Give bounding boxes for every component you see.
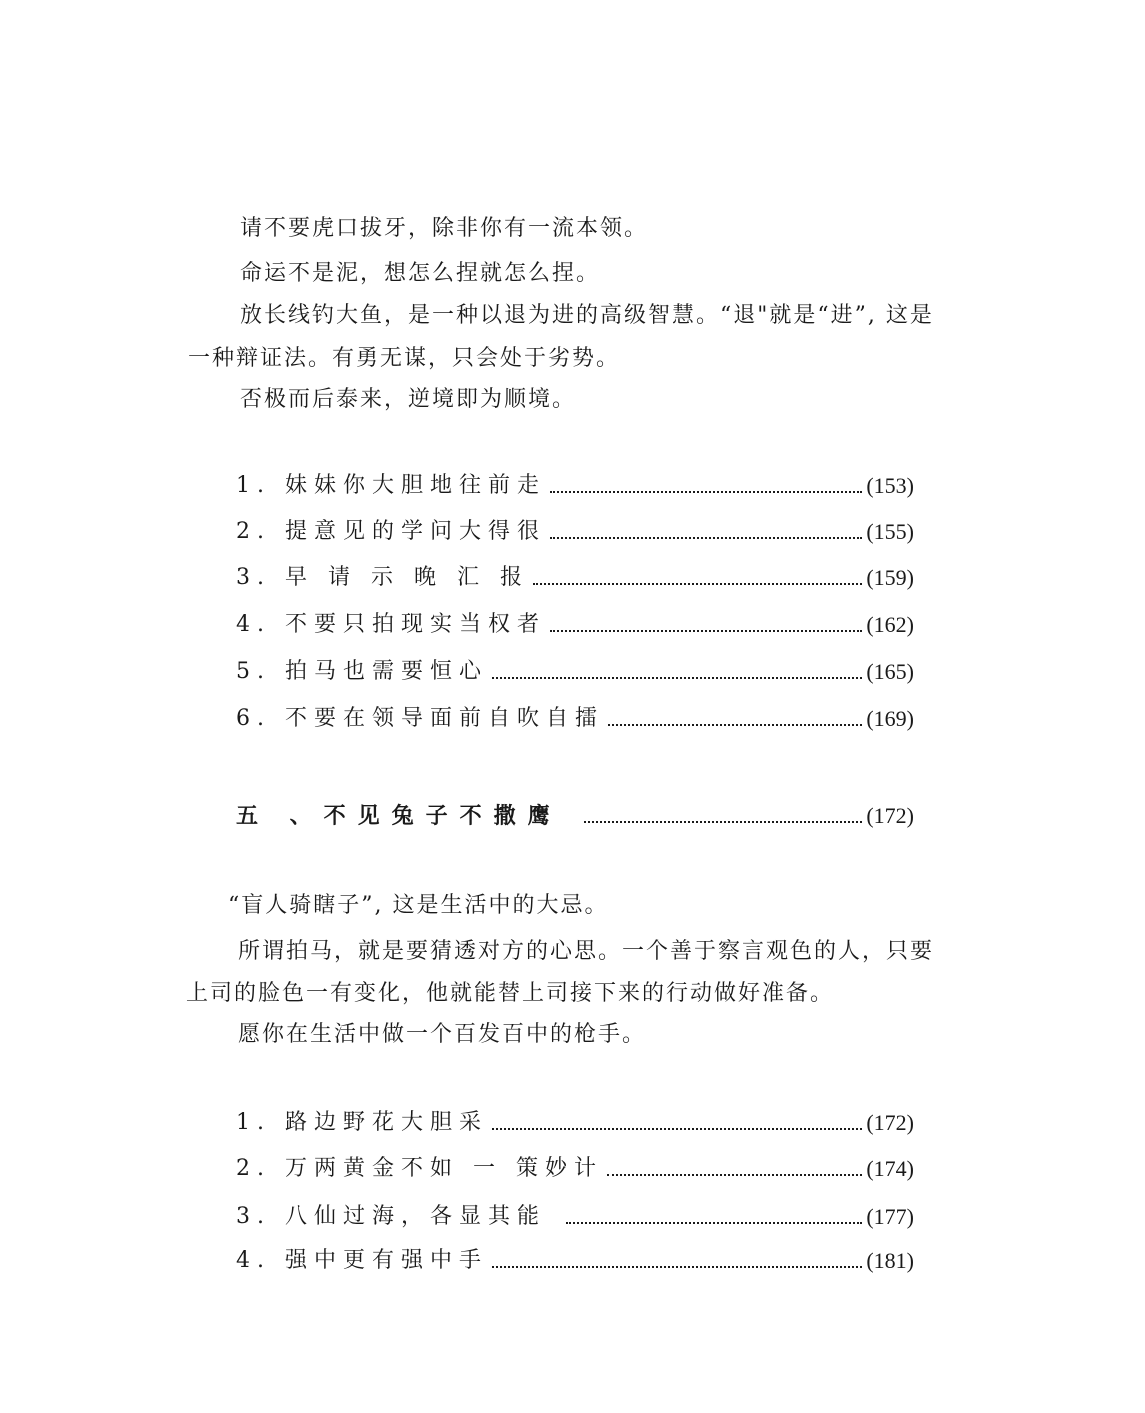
toc-leader-dots [550, 490, 862, 493]
toc-entry-title: 1. 妹妹你大胆地往前走 [236, 473, 546, 498]
toc-entry[interactable] [236, 609, 914, 637]
toc-leader-dots [550, 536, 862, 539]
toc-entry-title: 3. 八仙过海，各显其能 [236, 1204, 546, 1229]
toc-entry-page: (177) [866, 1204, 914, 1229]
toc-entry-page: (159) [866, 565, 914, 590]
toc-leader-dots [533, 582, 862, 585]
toc-entry-title: 2. 万两黄金不如 一 策妙计 [236, 1156, 603, 1181]
toc-leader-dots [492, 1265, 862, 1268]
toc-leader-dots [550, 629, 862, 632]
toc-entry-page: (155) [866, 519, 914, 544]
toc-leader-dots [608, 723, 862, 726]
toc-section-page: (172) [866, 803, 914, 828]
toc-entry-page: (174) [866, 1156, 914, 1181]
toc-entry-page: (181) [866, 1248, 914, 1273]
paragraph-line: 一种辩证法。有勇无谋，只会处于劣势。 [188, 346, 621, 371]
toc-entry[interactable] [236, 470, 914, 498]
toc-leader-dots [492, 676, 862, 679]
paragraph-line: 所谓拍马，就是要猜透对方的心思。一个善于察言观色的人，只要 [238, 939, 935, 964]
paragraph-line: 放长线钓大鱼，是一种以退为进的高级智慧。“退"就是“进”, 这是 [240, 303, 934, 328]
toc-entry-title: 4. 不要只拍现实当权者 [236, 612, 546, 637]
toc-entry-title: 4. 强中更有强中手 [236, 1248, 488, 1273]
toc-entry-title: 5. 拍马也需要恒心 [236, 659, 488, 684]
paragraph-line: 命运不是泥，想怎么捏就怎么捏。 [240, 261, 601, 286]
toc-entry[interactable] [236, 1201, 914, 1229]
toc-section-title: 五 、不见兔子不撒鹰 [236, 803, 562, 829]
toc-leader-dots [566, 1221, 862, 1224]
paragraph-line: 上司的脸色一有变化，他就能替上司接下来的行动做好准备。 [186, 981, 835, 1006]
toc-leader-dots [607, 1173, 862, 1176]
toc-entry-page: (162) [866, 612, 914, 637]
toc-entry[interactable] [236, 703, 914, 731]
toc-entry[interactable] [236, 562, 914, 590]
paragraph-line: “盲人骑瞎子”, 这是生活中的大忌。 [228, 893, 609, 918]
toc-leader-dots [492, 1127, 862, 1130]
toc-entry[interactable] [236, 516, 914, 544]
toc-entry[interactable] [236, 1107, 914, 1135]
toc-entry-page: (172) [866, 1110, 914, 1135]
toc-entry[interactable] [236, 656, 914, 684]
toc-entry[interactable] [236, 1245, 914, 1273]
toc-entry-title: 1. 路边野花大胆采 [236, 1110, 488, 1135]
toc-entry-page: (165) [866, 659, 914, 684]
toc-entry[interactable] [236, 1153, 914, 1181]
paragraph-line: 愿你在生活中做一个百发百中的枪手。 [238, 1022, 647, 1047]
toc-entry-page: (169) [866, 706, 914, 731]
paragraph-line: 请不要虎口拔牙，除非你有一流本领。 [240, 216, 649, 241]
toc-entry-page: (153) [866, 473, 914, 498]
toc-entry-title: 6. 不要在领导面前自吹自擂 [236, 706, 604, 731]
toc-entry-title: 2. 提意见的学问大得很 [236, 519, 546, 544]
toc-section-heading[interactable] [236, 800, 914, 828]
toc-entry-title: 3. 早 请 示 晚 汇 报 [236, 565, 529, 590]
toc-leader-dots [584, 820, 863, 823]
paragraph-line: 否极而后泰来，逆境即为顺境。 [240, 387, 577, 412]
